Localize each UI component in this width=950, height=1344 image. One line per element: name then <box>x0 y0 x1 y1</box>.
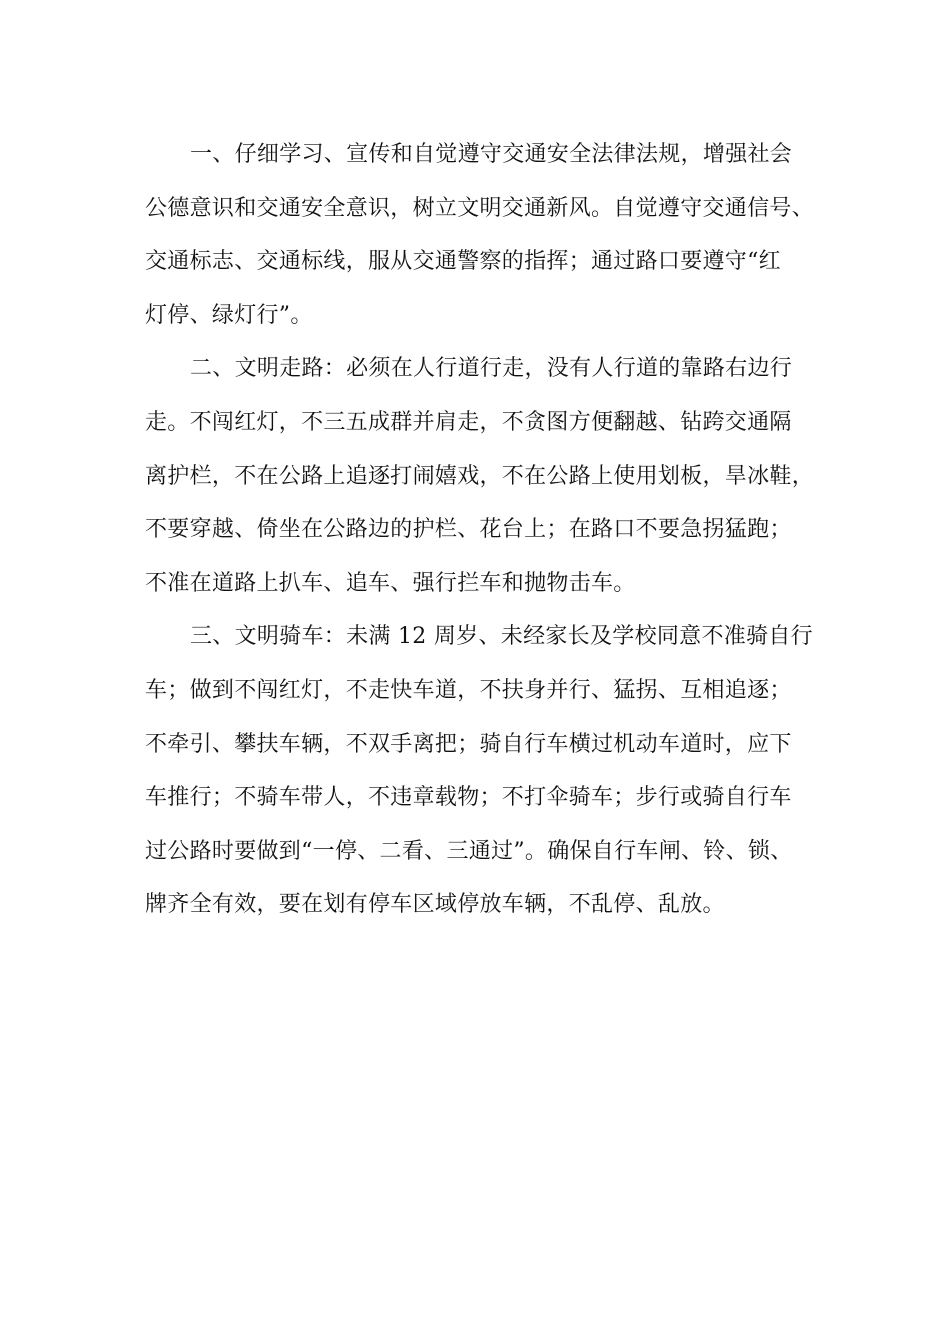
paragraph-line: 车推行；不骑车带人，不违章载物；不打伞骑车；步行或骑自行车 <box>145 785 792 811</box>
document-body <box>145 128 817 932</box>
paragraph-line: 一、仔细学习、宣传和自觉遵守交通安全法律法规，增强社会 <box>190 142 793 167</box>
paragraph-line: 牌齐全有效，要在划有停车区域停放车辆，不乱停、乱放。 <box>145 892 725 918</box>
paragraph-line: 二、文明走路：必须在人行道行走，没有人行道的靠路右边行 <box>190 356 793 382</box>
paragraph-line: 离护栏，不在公路上追逐打闹嬉戏，不在公路上使用划板，旱冰鞋， <box>145 463 815 489</box>
paragraph-line: 三、文明骑车：未满 12 周岁、未经家长及学校同意不准骑自行 <box>190 624 813 650</box>
paragraph-line: 公德意识和交通安全意识，树立文明交通新风。自觉遵守交通信号、 <box>145 195 815 221</box>
paragraph-line: 过公路时要做到“一停、二看、三通过”。确保自行车闸、铃、锁、 <box>145 838 793 864</box>
paragraph-line: 不牵引、攀扶车辆，不双手离把；骑自行车横过机动车道时，应下 <box>145 731 792 757</box>
paragraph-2 <box>145 342 817 610</box>
paragraph-line: 走。不闯红灯，不三五成群并肩走，不贪图方便翻越、钻跨交通隔 <box>145 409 792 435</box>
paragraph-line: 灯停、绿灯行”。 <box>145 302 313 328</box>
paragraph-1 <box>145 128 817 342</box>
paragraph-line: 不要穿越、倚坐在公路边的护栏、花台上；在路口不要急拐猛跑； <box>145 517 792 543</box>
paragraph-line: 车；做到不闯红灯，不走快车道，不扶身并行、猛拐、互相追逐； <box>145 677 792 703</box>
paragraph-line: 不准在道路上扒车、追车、强行拦车和抛物击车。 <box>145 570 636 596</box>
paragraph-line: 交通标志、交通标线，服从交通警察的指挥；通过路口要遵守“红 <box>145 249 781 275</box>
paragraph-3 <box>145 610 817 932</box>
